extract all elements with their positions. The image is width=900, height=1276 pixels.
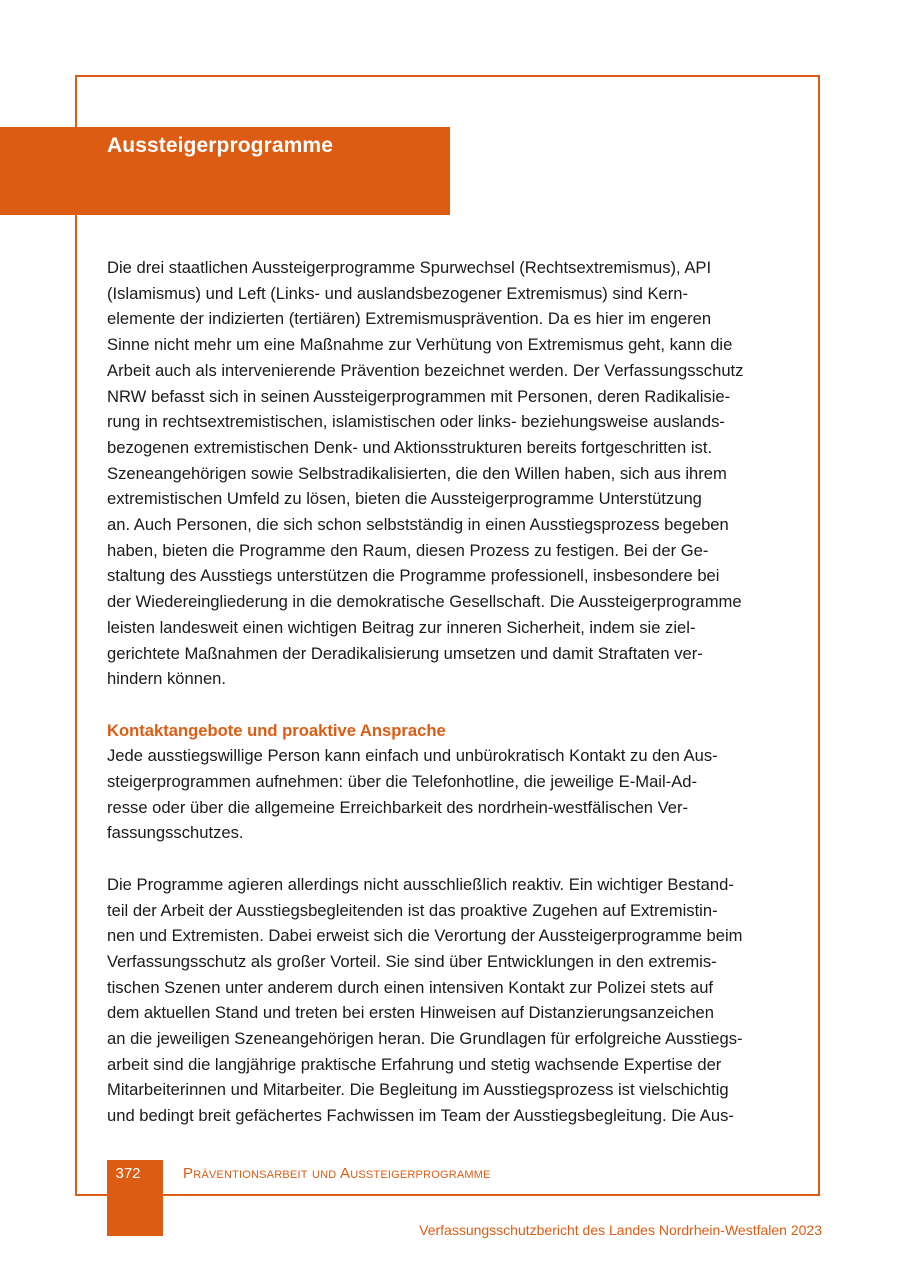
text-line: haben, bieten die Programme den Raum, diesen Prozess zu festigen. Bei der Ge-: [107, 540, 709, 560]
text-line: Szeneangehörigen sowie Selbstradikalisierten, die den Willen haben, sich aus ihrem: [107, 463, 727, 483]
text-line: teil der Arbeit der Ausstiegsbegleitenden ist das proaktive Zugehen auf Extremistin-: [107, 900, 718, 920]
section-title-bar: [0, 127, 450, 215]
text-line: Die drei staatlichen Aussteigerprogramme Spurwechsel (Rechtsextremismus), API: [107, 258, 712, 277]
page-number: 372: [115, 1165, 141, 1182]
subheading: Kontaktangebote und proaktive Ansprache: [107, 720, 446, 740]
section-title: Aussteigerprogramme: [107, 134, 333, 157]
text-line: rung in rechtsextremistischen, islamistischen oder links- beziehungsweise auslands-: [107, 412, 725, 432]
text-line: an die jeweiligen Szeneangehörigen heran. Die Grundlagen für erfolgreiche Ausstiegs-: [107, 1029, 743, 1049]
text-line: resse oder über die allgemeine Erreichbarkeit des nordrhein-westfälischen Ver-: [107, 797, 689, 817]
text-line: Mitarbeiterinnen und Mitarbeiter. Die Begleitung im Ausstiegsprozess ist vielschichtig: [107, 1080, 729, 1100]
text-line: tischen Szenen unter anderem durch einen intensiven Kontakt zur Polizei stets auf: [107, 977, 714, 997]
paragraph-gap: [107, 692, 807, 718]
text-line: fassungsschutzes.: [107, 823, 244, 843]
paragraph-gap: [107, 846, 807, 872]
text-line: staltung des Ausstiegs unterstützen die Programme professionell, insbesondere bei: [107, 566, 720, 586]
body-text: [107, 255, 807, 1129]
text-line: gerichtete Maßnahmen der Deradikalisierung umsetzen und damit Straftaten ver-: [107, 643, 703, 663]
text-line: Sinne nicht mehr um eine Maßnahme zur Verhütung von Extremismus geht, kann die: [107, 335, 733, 355]
text-line: (Islamismus) und Left (Links- und auslandsbezogener Extremismus) sind Kern-: [107, 283, 689, 303]
text-line: Arbeit auch als intervenierende Prävention bezeichnet werden. Der Verfassungsschutz: [107, 360, 744, 380]
text-line: extremistischen Umfeld zu lösen, bieten die Aussteigerprogramme Unterstützung: [107, 489, 702, 509]
paragraph-2: [107, 743, 807, 846]
text-line: und bedingt breit gefächertes Fachwissen im Team der Ausstiegsbegleitung. Die Aus-: [107, 1106, 734, 1126]
text-line: NRW befasst sich in seinen Aussteigerprogrammen mit Personen, deren Radikalisie-: [107, 386, 731, 406]
text-line: nen und Extremisten. Dabei erweist sich die Verortung der Aussteigerprogramme beim: [107, 926, 743, 946]
footer-text: Verfassungsschutzbericht des Landes Nordrhein-Westfalen 2023: [419, 1222, 822, 1238]
text-line: bezogenen extremistischen Denk- und Aktionsstrukturen bereits fortgeschritten ist.: [107, 437, 713, 457]
text-line: steigerprogrammen aufnehmen: über die Telefonhotline, die jeweilige E-Mail-Ad-: [107, 772, 698, 792]
text-line: elemente der indizierten (tertiären) Extremismusprävention. Da es hier im engeren: [107, 309, 712, 329]
text-line: leisten landesweit einen wichtigen Beitrag zur inneren Sicherheit, indem sie ziel-: [107, 617, 696, 637]
text-line: arbeit sind die langjährige praktische Erfahrung und stetig wachsende Expertise der: [107, 1054, 722, 1074]
text-line: Die Programme agieren allerdings nicht ausschließlich reaktiv. Ein wichtiger Bestand-: [107, 874, 734, 894]
text-line: der Wiedereingliederung in die demokratische Gesellschaft. Die Aussteigerprogramme: [107, 592, 742, 612]
text-line: Verfassungsschutz als großer Vorteil. Sie sind über Entwicklungen in den extremis-: [107, 951, 717, 971]
paragraph-3: [107, 872, 807, 1129]
text-line: hindern können.: [107, 669, 227, 689]
text-line: dem aktuellen Stand und treten bei ersten Hinweisen auf Distanzierungsanzeichen: [107, 1003, 714, 1023]
running-head: Präventionsarbeit und Aussteigerprogramme: [183, 1165, 491, 1182]
text-line: Jede ausstiegswillige Person kann einfach und unbürokratisch Kontakt zu den Aus-: [107, 746, 718, 766]
paragraph-1: [107, 255, 807, 692]
text-line: an. Auch Personen, die sich schon selbstständig in einen Ausstiegsprozess begeben: [107, 515, 729, 535]
